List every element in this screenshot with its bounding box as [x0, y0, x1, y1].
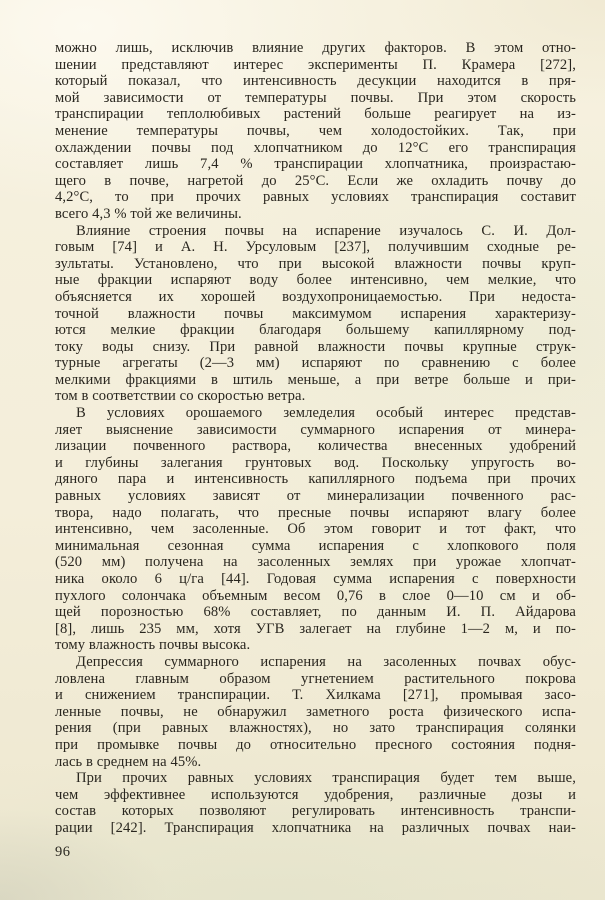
text-line: том в соответствии со скоростью ветра. — [55, 388, 306, 405]
text-line: можно лишь, исключив влияние других факторов. В этом отно- — [55, 40, 576, 56]
text-line: охлаждении почвы под хлопчатником до 12°С его транспирация — [55, 139, 576, 156]
text-line: говым [74] и А. Н. Урсуловым [237], получившим сходные ре- — [55, 239, 576, 256]
text-line: щей порозностью 68% составляет, по данным И. П. Айдарова — [55, 604, 576, 621]
text-line: При прочих равных условиях транспирация будет тем выше, — [76, 770, 576, 787]
text-line: состав которых позволяют регулировать интенсивность транспи- — [55, 803, 576, 820]
text-line: мелкими фракциями в штиль меньше, а при ветре больше и при- — [55, 371, 576, 388]
page-text — [55, 40, 576, 837]
text-line: равных условиях зависят от минерализации почвенного рас- — [55, 488, 576, 505]
text-line: и глубины залегания грунтовых вод. Поскольку упругость во- — [55, 454, 576, 471]
text-line: току воды снизу. При равной влажности почвы крупные струк- — [55, 338, 576, 355]
text-line: чем эффективнее используются удобрения, различные дозы и — [55, 786, 576, 803]
text-line: составляет лишь 7,4 % транспирации хлопчатника, произрастаю- — [55, 156, 576, 173]
text-line: щего в почве, нагретой до 25°С. Если же охладить почву до — [55, 172, 576, 189]
text-line: твора, надо полагать, что пресные почвы испаряют влагу более — [55, 504, 576, 521]
text-line: лизации почвенного раствора, количества внесенных удобрений — [55, 438, 576, 455]
text-line: ника около 6 ц/га [44]. Годовая сумма испарения с поверхности — [55, 571, 576, 587]
text-line: тому влажность почвы высока. — [55, 637, 251, 654]
page-number: 96 — [55, 844, 71, 860]
text-line: транспирации теплолюбивых растений больше реагирует на из- — [55, 106, 576, 123]
text-line: [8], лишь 235 мм, хотя УГВ залегает на глубине 1—2 м, и по- — [55, 620, 576, 637]
text-line: точной влажности почвы максимумом испарения характеризу- — [55, 305, 576, 322]
text-line: зультаты. Установлено, что при высокой влажности почвы круп- — [55, 255, 576, 272]
text-line: мой зависимости от температуры почвы. При этом скорость — [55, 89, 576, 106]
text-line: рации [242]. Транспирация хлопчатника на различных почвах наи- — [55, 819, 576, 836]
text-line: шении представляют интерес эксперименты П. Крамера [272], — [55, 56, 576, 73]
text-line: минимальная сезонная сумма испарения с хлопкового поля — [55, 537, 576, 554]
text-line: рения (при равных влажностях), но зато транспирация солянки — [55, 720, 576, 737]
text-line: который показал, что интенсивность десукции находится в пря- — [55, 73, 576, 90]
text-line: ленные почвы, не обнаружил заметного роста физического испа- — [55, 703, 576, 720]
text-line: ляет выяснение зависимости суммарного испарения от минера- — [55, 421, 576, 438]
text-line: (520 мм) получена на засоленных землях при урожае хлопчат- — [55, 554, 576, 571]
text-line: 4,2°С, то при прочих равных условиях транспирация составит — [55, 189, 576, 206]
text-line: менение температуры почвы, чем холодостойких. Так, при — [55, 122, 576, 139]
text-line: турные агрегаты (2—3 мм) испаряют по сравнению с более — [55, 355, 576, 372]
text-line: Депрессия суммарного испарения на засоленных почвах обус- — [76, 653, 576, 670]
text-line: дяного пара и интенсивность капиллярного подъема при прочих — [55, 471, 576, 488]
text-line: пухлого солончака объемным весом 0,76 в слое 0—10 см и об- — [55, 587, 576, 604]
text-line: всего 4,3 % той же величины. — [55, 205, 242, 222]
text-line: лась в среднем на 45%. — [55, 753, 202, 770]
text-line: ловлена главным образом угнетением растительного покрова — [55, 670, 576, 687]
text-line: ются мелкие фракции благодаря большему капиллярному под- — [55, 322, 576, 339]
text-line: В условиях орошаемого земледелия особый интерес представ- — [76, 405, 576, 422]
text-line: Влияние строения почвы на испарение изучалось С. И. Дол- — [76, 222, 576, 239]
text-line: при промывке почвы до относительно пресного состояния подня- — [55, 736, 576, 753]
text-line: объясняется их хорошей воздухопроницаемостью. При недоста- — [55, 288, 576, 305]
text-line: и снижением транспирации. Т. Хилкама [271], промывая засо- — [55, 687, 576, 704]
text-line: интенсивно, чем засоленные. Об этом говорит и тот факт, что — [55, 521, 576, 538]
text-line: ные фракции испаряют воду более интенсивно, чем мелкие, что — [55, 272, 576, 289]
